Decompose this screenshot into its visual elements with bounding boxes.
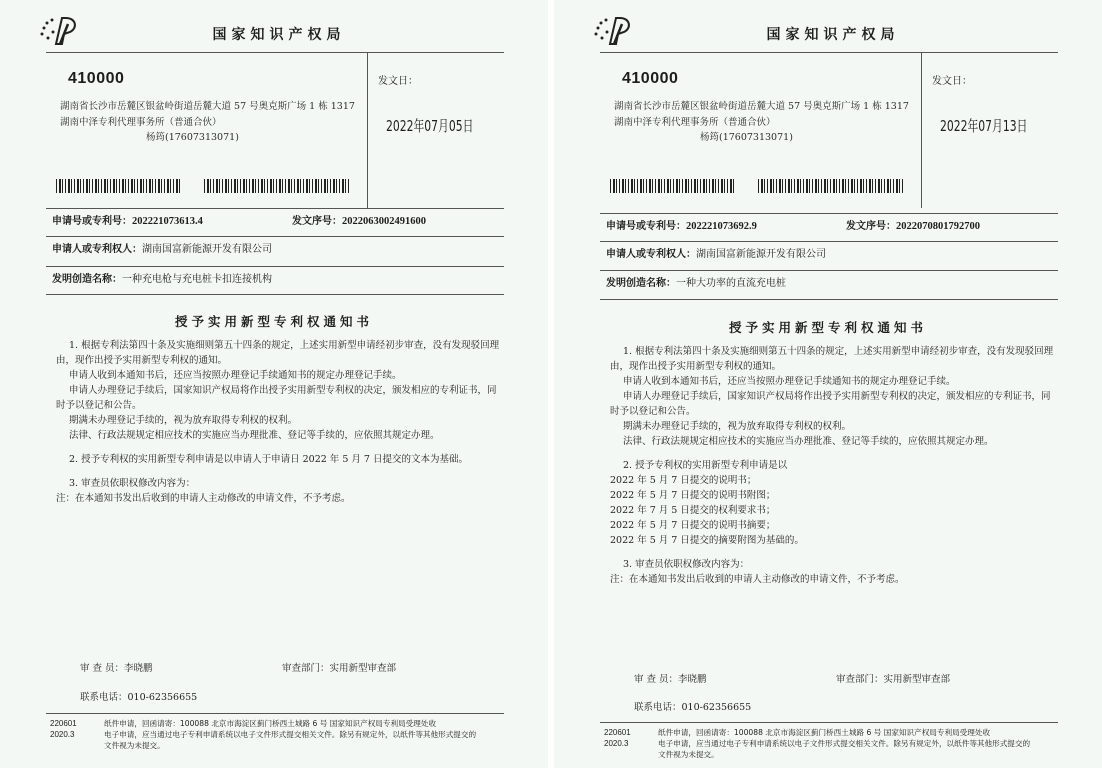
sent-date-block [368,52,504,208]
patent-notice-document-1 [0,0,548,768]
department-line [282,660,396,674]
department-label: 审查部门： [836,674,884,685]
application-number-row [600,213,1058,241]
phone-line [80,689,197,703]
department-line [836,671,950,685]
form-code [50,718,77,740]
footer-line: 文件视为未提交。 [104,741,165,750]
barcode [610,179,734,193]
address-line: 湖南中泽专利代理事务所（普通合伙） [614,117,776,128]
examiner-line [80,660,153,674]
invention-label: 发明创造名称： [52,274,122,285]
notice-paragraph: 2. 授予专利权的实用新型专利申请是以 [623,460,788,471]
sent-date-label: 发文日： [932,76,972,87]
address-line: 杨筠(17607313071) [700,132,793,143]
footer-line: 纸件申请，回函请寄：100088 北京市海淀区蓟门桥西土城路 6 号 国家知识产权局专利局受理处收 [658,728,991,737]
footer-line: 电子申请，应当通过电子专利申请系统以电子文件形式提交相关文件。除另有规定外，以纸件等其他形式提交的 [658,739,1031,748]
patent-notice-document-2 [554,0,1102,768]
department-label: 审查部门： [282,663,330,674]
paragraph-gap [56,467,504,476]
paragraph-gap [610,449,1058,458]
invention-name: 一种充电枪与充电桩卡扣连接机构 [122,274,272,285]
examiner-label: 审 查 员： [80,663,125,674]
phone-line [634,699,751,713]
footer-line: 文件视为未提交。 [658,750,719,759]
notice-title: 授予实用新型专利权通知书 [174,314,373,329]
divider [46,713,504,714]
applicant-name: 湖南国富新能源开发有限公司 [142,244,272,255]
application-number: 202221073692.9 [686,221,757,232]
examiner-line [634,671,707,685]
notice-paragraph: 2022 年 5 月 7 日提交的说明书摘要； [610,520,776,531]
applicant-label: 申请人或专利权人： [52,244,142,255]
postcode: 410000 [68,70,125,87]
notice-paragraph: 2022 年 5 月 7 日提交的说明书； [610,475,757,486]
office-name: 国家知识产权局 [212,27,346,43]
notice-paragraph: 法律、行政法规规定相应技术的实施应当办理批准、登记等手续的，应依照其规定办理。 [623,436,994,447]
divider [600,299,1058,300]
notice-paragraph: 2022 年 5 月 7 日提交的摘要附图为基础的。 [610,535,804,546]
postcode: 410000 [622,70,679,87]
barcode [204,179,350,193]
notice-paragraph: 期满未办理登记手续的，视为放弃取得专利权的权利。 [623,421,852,432]
serial-number-label: 发文序号： [292,216,342,227]
sent-date: 2022年07月05日 [386,117,474,135]
examiner-label: 审 查 员： [634,674,679,685]
phone-label: 联系电话： [80,692,128,703]
application-number-label: 申请号或专利号： [606,221,686,232]
notice-paragraph: 申请人收到本通知书后，还应当按照办理登记手续通知书的规定办理登记手续。 [69,370,402,381]
sent-date: 2022年07月13日 [940,117,1028,135]
application-number-row [46,208,504,236]
department-name: 实用新型审查部 [883,674,951,685]
notice-paragraph: 3. 审查员依职权修改内容为： [623,559,750,570]
notice-body [610,344,1058,587]
notice-paragraph: 申请人办理登记手续后，国家知识产权局将作出授予实用新型专利权的决定，颁发相应的专利证书，同时予以登记和公告。 [610,391,1051,417]
serial-number-label: 发文序号： [846,221,896,232]
footer-line: 纸件申请，回函请寄：100088 北京市海淀区蓟门桥西土城路 6 号 国家知识产权局专利局受理处收 [104,719,437,728]
notice-paragraph: 法律、行政法规规定相应技术的实施应当办理批准、登记等手续的，应依照其规定办理。 [69,430,440,441]
notice-paragraph: 3. 审查员依职权修改内容为： [69,478,196,489]
divider [46,294,504,295]
invention-name: 一种大功率的直流充电桩 [676,278,786,289]
invention-label: 发明创造名称： [606,278,676,289]
examiner-name: 李晓鹏 [124,663,153,674]
address-line: 湖南省长沙市岳麓区银盆岭街道岳麓大道 57 号奥克斯广场 1 栋 1317 [614,101,909,112]
form-code-version: 2020.3 [604,739,629,748]
phone-number: 010-62356655 [681,702,752,713]
invention-row [46,266,504,294]
address-line: 杨筠(17607313071) [146,132,239,143]
address-line: 湖南省长沙市岳麓区银盆岭街道岳麓大道 57 号奥克斯广场 1 栋 1317 [60,101,355,112]
application-number: 202221073613.4 [132,216,203,227]
notice-paragraph: 申请人办理登记手续后，国家知识产权局将作出授予实用新型专利权的决定，颁发相应的专利证书，同时予以登记和公告。 [56,385,497,411]
serial-number: 2022063002491600 [342,216,426,227]
footer-line: 电子申请，应当通过电子专利申请系统以电子文件形式提交相关文件。除另有规定外，以纸件等其他形式提交的 [104,730,477,739]
applicant-name: 湖南国富新能源开发有限公司 [696,249,826,260]
address-block [46,52,368,208]
notice-body [56,338,504,506]
applicant-row [600,241,1058,269]
department-name: 实用新型审查部 [329,663,397,674]
notice-paragraph: 注：在本通知书发出后收到的申请人主动修改的申请文件，不予考虑。 [610,574,905,585]
invention-row [600,270,1058,298]
form-code [604,727,631,749]
examiner-name: 李晓鹏 [678,674,707,685]
serial-number: 2022070801792700 [896,221,980,232]
form-code-version: 2020.3 [50,730,75,739]
footer-instructions [104,718,514,751]
sent-date-block [922,52,1058,208]
applicant-row [46,236,504,264]
address-line: 湖南中泽专利代理事务所（普通合伙） [60,117,222,128]
notice-paragraph: 注：在本通知书发出后收到的申请人主动修改的申请文件，不予考虑。 [56,493,351,504]
notice-paragraph: 1. 根据专利法第四十条及实施细则第五十四条的规定，上述实用新型申请经初步审查，没有发现驳回理由，现作出授予实用新型专利权的通知。 [56,340,500,366]
paragraph-gap [610,548,1058,557]
footer-instructions [658,727,1068,760]
barcode [56,179,180,193]
sent-date-label: 发文日： [378,76,418,87]
barcode [758,179,904,193]
applicant-label: 申请人或专利权人： [606,249,696,260]
paragraph-gap [56,443,504,452]
notice-paragraph: 申请人收到本通知书后，还应当按照办理登记手续通知书的规定办理登记手续。 [623,376,956,387]
form-code-number: 220601 [604,728,631,737]
form-code-number: 220601 [50,719,77,728]
notice-paragraph: 2022 年 5 月 7 日提交的说明书附图； [610,490,776,501]
notice-paragraph: 1. 根据专利法第四十条及实施细则第五十四条的规定，上述实用新型申请经初步审查，没有发现驳回理由，现作出授予实用新型专利权的通知。 [610,346,1054,372]
notice-paragraph: 2022 年 7 月 5 日提交的权利要求书； [610,505,776,516]
notice-paragraph: 2. 授予专利权的实用新型专利申请是以申请人于申请日 2022 年 5 月 7 日提交的文本为基础。 [69,454,468,465]
notice-title: 授予实用新型专利权通知书 [728,320,927,335]
address-block [600,52,922,208]
notice-paragraph: 期满未办理登记手续的，视为放弃取得专利权的权利。 [69,415,298,426]
phone-number: 010-62356655 [127,692,198,703]
divider [600,722,1058,723]
office-name: 国家知识产权局 [766,27,900,43]
phone-label: 联系电话： [634,702,682,713]
application-number-label: 申请号或专利号： [52,216,132,227]
